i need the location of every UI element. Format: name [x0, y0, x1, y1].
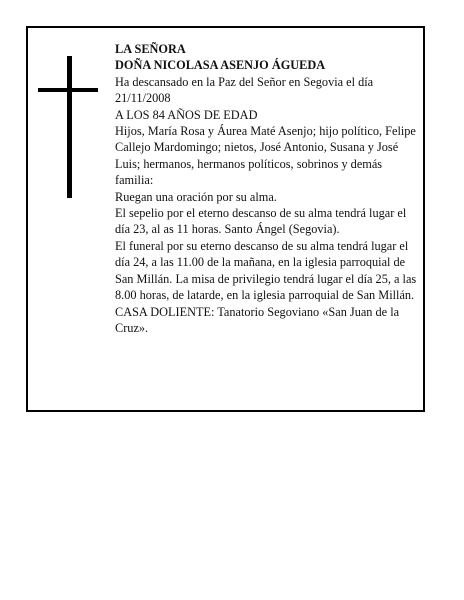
- casa-doliente: CASA DOLIENTE: Tanatorio Segoviano «San Juan de la Cruz».: [115, 304, 400, 335]
- family-paragraph: Hijos, María Rosa y Áurea Maté Asenjo; hijo político, Felipe Callejo Mardomingo; nietos, José Antonio, Susana y José Luis; hermanos, hermanos políticos, sobrinos y demás familia:: [115, 124, 416, 188]
- burial-paragraph: El sepelio por el eterno descanso de su alma tendrá lugar el día 23, al as 11 horas. Santo Ángel (Segovia).: [115, 206, 407, 237]
- obituary-notice: [26, 26, 425, 412]
- title-line: LA SEÑORA: [115, 42, 186, 56]
- announcement: Ha descansado en la Paz del Señor en Segovia el día 21/11/2008: [115, 74, 374, 106]
- cross-icon: [38, 56, 98, 198]
- funeral-paragraph: El funeral por su eterno descanso de su alma tendrá lugar el día 24, a las 11.00 de la mañana, en la iglesia parroquial de San Millán. La misa de privilegio tendrá lugar el día 25, a las 8.00 horas, de latarde, en la iglesia parroquial de San Millán.: [115, 238, 417, 303]
- cross-vertical-bar: [67, 56, 72, 198]
- age-line: A LOS 84 AÑOS DE EDAD: [115, 107, 258, 122]
- prayer-request: Ruegan una oración por su alma.: [115, 189, 277, 204]
- cross-horizontal-bar: [38, 88, 98, 92]
- deceased-name: DOÑA NICOLASA ASENJO ÁGUEDA: [115, 58, 326, 73]
- notice-text: [115, 41, 423, 336]
